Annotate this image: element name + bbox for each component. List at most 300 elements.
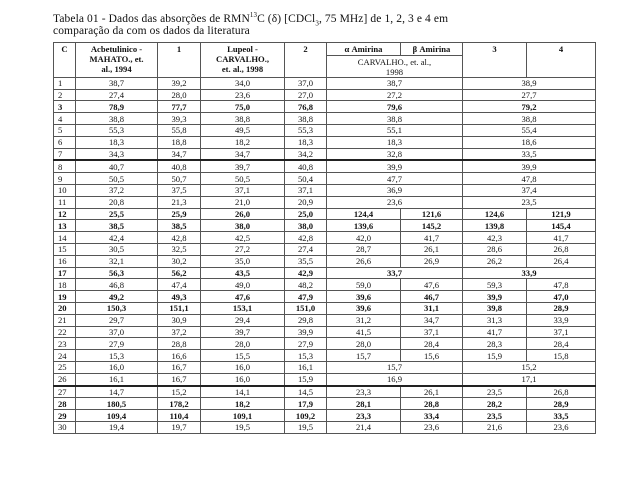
compound-2-cell: 37,1 [285, 184, 327, 196]
compound-3-4-merged-cell: 38,9 [463, 77, 596, 89]
carbon-number-cell: 3 [54, 101, 76, 113]
lupeol-cell: 26,0 [201, 208, 285, 220]
amirina-merged-cell: 38,7 [327, 77, 463, 89]
amirina-merged-cell: 27,2 [327, 89, 463, 101]
compound-1-cell: 39,3 [158, 113, 201, 125]
alpha-amirina-cell: 39,6 [327, 302, 401, 314]
beta-amirina-cell: 34,7 [401, 314, 463, 326]
table-row [54, 386, 596, 398]
compound-3-4-merged-cell: 33,5 [463, 148, 596, 160]
carbon-number-cell: 28 [54, 398, 76, 410]
compound-1-cell: 16,7 [158, 361, 201, 373]
acbetulinico-cell: 109,4 [76, 410, 158, 422]
col-header-acbetulinico [76, 43, 158, 78]
compound-3-cell: 26,2 [463, 255, 527, 267]
carbon-number-cell: 21 [54, 314, 76, 326]
alpha-amirina-cell: 41,5 [327, 326, 401, 338]
lupeol-cell: 153,1 [201, 302, 285, 314]
compound-1-cell: 178,2 [158, 398, 201, 410]
compound-3-cell: 42,3 [463, 232, 527, 244]
col-header-beta-amirina: β Amirina [401, 43, 463, 56]
compound-3-4-merged-cell: 47,8 [463, 173, 596, 185]
compound-4-cell: 26,4 [527, 255, 596, 267]
lupeol-cell: 43,5 [201, 267, 285, 279]
table-row [54, 136, 596, 148]
caption-subscript: 3 [315, 19, 319, 28]
beta-amirina-cell: 26,1 [401, 243, 463, 255]
compound-4-cell: 37,1 [527, 326, 596, 338]
table-row [54, 184, 596, 196]
table-row [54, 350, 596, 362]
header-line: CARVALHO., [215, 54, 270, 64]
acbetulinico-cell: 20,8 [76, 196, 158, 208]
compound-3-cell: 59,3 [463, 279, 527, 291]
lupeol-cell: 18,2 [201, 136, 285, 148]
alpha-amirina-cell: 23,3 [327, 410, 401, 422]
amirina-merged-cell: 39,9 [327, 160, 463, 172]
alpha-amirina-cell: 139,6 [327, 220, 401, 232]
compound-2-cell: 18,3 [285, 136, 327, 148]
beta-amirina-cell: 46,7 [401, 291, 463, 303]
acbetulinico-cell: 55,3 [76, 124, 158, 136]
lupeol-cell: 14,1 [201, 386, 285, 398]
lupeol-cell: 28,0 [201, 338, 285, 350]
alpha-amirina-cell: 28,0 [327, 338, 401, 350]
carbon-number-cell: 15 [54, 243, 76, 255]
compound-3-cell: 23,5 [463, 410, 527, 422]
carbon-number-cell: 6 [54, 136, 76, 148]
acbetulinico-cell: 37,2 [76, 184, 158, 196]
table-body [54, 77, 596, 433]
acbetulinico-cell: 38,8 [76, 113, 158, 125]
compound-3-4-merged-cell: 55,4 [463, 124, 596, 136]
acbetulinico-cell: 16,0 [76, 361, 158, 373]
compound-2-cell: 35,5 [285, 255, 327, 267]
compound-1-cell: 49,3 [158, 291, 201, 303]
acbetulinico-cell: 40,7 [76, 160, 158, 172]
amirina-merged-cell: 36,9 [327, 184, 463, 196]
lupeol-cell: 16,0 [201, 361, 285, 373]
compound-3-4-merged-cell: 18,6 [463, 136, 596, 148]
header-line: MAHATO., et. [89, 54, 144, 64]
table-row [54, 373, 596, 385]
compound-2-cell: 15,3 [285, 350, 327, 362]
beta-amirina-cell: 26,9 [401, 255, 463, 267]
carbon-number-cell: 23 [54, 338, 76, 350]
beta-amirina-cell: 41,7 [401, 232, 463, 244]
compound-3-4-merged-cell: 17,1 [463, 373, 596, 385]
compound-3-cell: 15,9 [463, 350, 527, 362]
alpha-amirina-cell: 15,7 [327, 350, 401, 362]
compound-2-cell: 14,5 [285, 386, 327, 398]
header-line: al., 1994 [101, 64, 132, 74]
lupeol-cell: 18,2 [201, 398, 285, 410]
carbon-number-cell: 26 [54, 373, 76, 385]
lupeol-cell: 39,7 [201, 160, 285, 172]
table-row [54, 326, 596, 338]
acbetulinico-cell: 37,0 [76, 326, 158, 338]
lupeol-cell: 49,5 [201, 124, 285, 136]
compound-1-cell: 50,7 [158, 173, 201, 185]
header-line: CARVALHO., et. al., [357, 56, 432, 67]
table-row [54, 208, 596, 220]
acbetulinico-cell: 150,3 [76, 302, 158, 314]
compound-2-cell: 20,9 [285, 196, 327, 208]
compound-3-cell: 39,9 [463, 291, 527, 303]
beta-amirina-cell: 121,6 [401, 208, 463, 220]
header-row [54, 43, 596, 56]
lupeol-cell: 35,0 [201, 255, 285, 267]
col-header-2: 2 [285, 43, 327, 78]
carbon-number-cell: 10 [54, 184, 76, 196]
table-row [54, 302, 596, 314]
compound-1-cell: 39,2 [158, 77, 201, 89]
nmr-data-table [53, 42, 596, 434]
compound-1-cell: 32,5 [158, 243, 201, 255]
alpha-amirina-cell: 39,6 [327, 291, 401, 303]
carbon-number-cell: 11 [54, 196, 76, 208]
table-row [54, 279, 596, 291]
compound-1-cell: 28,0 [158, 89, 201, 101]
compound-4-cell: 47,8 [527, 279, 596, 291]
acbetulinico-cell: 27,4 [76, 89, 158, 101]
compound-4-cell: 47,0 [527, 291, 596, 303]
compound-1-cell: 28,8 [158, 338, 201, 350]
compound-3-cell: 23,5 [463, 386, 527, 398]
table-row [54, 338, 596, 350]
table-row [54, 124, 596, 136]
lupeol-cell: 50,5 [201, 173, 285, 185]
amirina-merged-cell: 18,3 [327, 136, 463, 148]
header-line: et. al., 1998 [221, 64, 264, 74]
compound-1-cell: 42,8 [158, 232, 201, 244]
alpha-amirina-cell: 124,4 [327, 208, 401, 220]
acbetulinico-cell: 27,9 [76, 338, 158, 350]
amirina-merged-cell: 38,8 [327, 113, 463, 125]
compound-1-cell: 21,3 [158, 196, 201, 208]
beta-amirina-cell: 145,2 [401, 220, 463, 232]
acbetulinico-cell: 18,3 [76, 136, 158, 148]
table-row [54, 148, 596, 160]
carbon-number-cell: 9 [54, 173, 76, 185]
compound-3-cell: 139,8 [463, 220, 527, 232]
compound-3-4-merged-cell: 15,2 [463, 361, 596, 373]
acbetulinico-cell: 50,5 [76, 173, 158, 185]
carbon-number-cell: 25 [54, 361, 76, 373]
amirina-merged-cell: 15,7 [327, 361, 463, 373]
caption-text: C (δ) [CDCl [257, 13, 316, 25]
compound-4-cell: 28,9 [527, 398, 596, 410]
alpha-amirina-cell: 42,0 [327, 232, 401, 244]
table-row [54, 398, 596, 410]
compound-2-cell: 34,2 [285, 148, 327, 160]
lupeol-cell: 39,7 [201, 326, 285, 338]
beta-amirina-cell: 33,4 [401, 410, 463, 422]
compound-4-cell: 121,9 [527, 208, 596, 220]
compound-1-cell: 34,7 [158, 148, 201, 160]
beta-amirina-cell: 47,6 [401, 279, 463, 291]
carbon-number-cell: 4 [54, 113, 76, 125]
compound-3-cell: 41,7 [463, 326, 527, 338]
table-row [54, 232, 596, 244]
amirina-merged-cell: 55,1 [327, 124, 463, 136]
beta-amirina-cell: 23,6 [401, 421, 463, 433]
acbetulinico-cell: 19,4 [76, 421, 158, 433]
compound-4-cell: 33,9 [527, 314, 596, 326]
table-row [54, 255, 596, 267]
alpha-amirina-cell: 31,2 [327, 314, 401, 326]
lupeol-cell: 47,6 [201, 291, 285, 303]
alpha-amirina-cell: 28,7 [327, 243, 401, 255]
lupeol-cell: 15,5 [201, 350, 285, 362]
compound-1-cell: 38,5 [158, 220, 201, 232]
acbetulinico-cell: 30,5 [76, 243, 158, 255]
acbetulinico-cell: 16,1 [76, 373, 158, 385]
compound-1-cell: 55,8 [158, 124, 201, 136]
col-header-4: 4 [527, 43, 596, 78]
table-row [54, 113, 596, 125]
beta-amirina-cell: 15,6 [401, 350, 463, 362]
lupeol-cell: 34,0 [201, 77, 285, 89]
compound-2-cell: 50,4 [285, 173, 327, 185]
table-row [54, 410, 596, 422]
compound-2-cell: 27,9 [285, 338, 327, 350]
table-row [54, 243, 596, 255]
compound-2-cell: 37,0 [285, 77, 327, 89]
carbon-number-cell: 12 [54, 208, 76, 220]
beta-amirina-cell: 37,1 [401, 326, 463, 338]
compound-4-cell: 15,8 [527, 350, 596, 362]
table-row [54, 160, 596, 172]
amirina-merged-cell: 16,9 [327, 373, 463, 385]
compound-3-4-merged-cell: 33,9 [463, 267, 596, 279]
table-row [54, 267, 596, 279]
lupeol-cell: 29,4 [201, 314, 285, 326]
compound-2-cell: 27,0 [285, 89, 327, 101]
compound-2-cell: 40,8 [285, 160, 327, 172]
compound-2-cell: 17,9 [285, 398, 327, 410]
beta-amirina-cell: 31,1 [401, 302, 463, 314]
lupeol-cell: 109,1 [201, 410, 285, 422]
amirina-merged-cell: 32,8 [327, 148, 463, 160]
compound-4-cell: 28,9 [527, 302, 596, 314]
compound-2-cell: 25,0 [285, 208, 327, 220]
acbetulinico-cell: 49,2 [76, 291, 158, 303]
compound-3-cell: 31,3 [463, 314, 527, 326]
compound-2-cell: 38,8 [285, 113, 327, 125]
carbon-number-cell: 24 [54, 350, 76, 362]
lupeol-cell: 38,8 [201, 113, 285, 125]
table-row [54, 77, 596, 89]
beta-amirina-cell: 28,8 [401, 398, 463, 410]
compound-3-4-merged-cell: 37,4 [463, 184, 596, 196]
col-header-amirina-reference [327, 55, 463, 77]
compound-3-4-merged-cell: 23,5 [463, 196, 596, 208]
compound-4-cell: 26,8 [527, 243, 596, 255]
acbetulinico-cell: 14,7 [76, 386, 158, 398]
compound-3-4-merged-cell: 79,2 [463, 101, 596, 113]
amirina-merged-cell: 47,7 [327, 173, 463, 185]
acbetulinico-cell: 15,3 [76, 350, 158, 362]
alpha-amirina-cell: 28,1 [327, 398, 401, 410]
alpha-amirina-cell: 59,0 [327, 279, 401, 291]
lupeol-cell: 49,0 [201, 279, 285, 291]
caption-text: Tabela 01 - Dados das absorções de RMN [53, 13, 250, 25]
carbon-number-cell: 20 [54, 302, 76, 314]
compound-2-cell: 39,9 [285, 326, 327, 338]
table-row [54, 173, 596, 185]
table-row [54, 89, 596, 101]
carbon-number-cell: 18 [54, 279, 76, 291]
compound-3-4-merged-cell: 27,7 [463, 89, 596, 101]
acbetulinico-cell: 38,5 [76, 220, 158, 232]
lupeol-cell: 75,0 [201, 101, 285, 113]
lupeol-cell: 23,6 [201, 89, 285, 101]
beta-amirina-cell: 26,1 [401, 386, 463, 398]
carbon-number-cell: 13 [54, 220, 76, 232]
compound-1-cell: 40,8 [158, 160, 201, 172]
compound-3-cell: 39,8 [463, 302, 527, 314]
carbon-number-cell: 8 [54, 160, 76, 172]
carbon-number-cell: 17 [54, 267, 76, 279]
compound-1-cell: 30,9 [158, 314, 201, 326]
carbon-number-cell: 27 [54, 386, 76, 398]
compound-1-cell: 37,5 [158, 184, 201, 196]
carbon-number-cell: 2 [54, 89, 76, 101]
compound-3-cell: 28,3 [463, 338, 527, 350]
compound-1-cell: 56,2 [158, 267, 201, 279]
lupeol-cell: 27,2 [201, 243, 285, 255]
beta-amirina-cell: 28,4 [401, 338, 463, 350]
caption-text: , 75 MHz] de 1, 2, 3 e 4 em [318, 13, 449, 25]
acbetulinico-cell: 34,3 [76, 148, 158, 160]
compound-1-cell: 16,6 [158, 350, 201, 362]
table-row [54, 361, 596, 373]
table-row [54, 101, 596, 113]
alpha-amirina-cell: 23,3 [327, 386, 401, 398]
compound-1-cell: 110,4 [158, 410, 201, 422]
compound-2-cell: 151,0 [285, 302, 327, 314]
compound-4-cell: 145,4 [527, 220, 596, 232]
compound-1-cell: 19,7 [158, 421, 201, 433]
acbetulinico-cell: 32,1 [76, 255, 158, 267]
compound-1-cell: 16,7 [158, 373, 201, 385]
amirina-merged-cell: 23,6 [327, 196, 463, 208]
compound-2-cell: 42,8 [285, 232, 327, 244]
carbon-number-cell: 1 [54, 77, 76, 89]
carbon-number-cell: 19 [54, 291, 76, 303]
lupeol-cell: 19,5 [201, 421, 285, 433]
table-row [54, 291, 596, 303]
caption-line-1 [53, 11, 613, 28]
compound-2-cell: 38,0 [285, 220, 327, 232]
table-row [54, 421, 596, 433]
compound-3-cell: 28,2 [463, 398, 527, 410]
compound-4-cell: 33,5 [527, 410, 596, 422]
header-line: Acbetulinico - [90, 44, 143, 54]
table-row [54, 314, 596, 326]
acbetulinico-cell: 46,8 [76, 279, 158, 291]
compound-3-cell: 28,6 [463, 243, 527, 255]
carbon-number-cell: 29 [54, 410, 76, 422]
col-header-1: 1 [158, 43, 201, 78]
compound-4-cell: 41,7 [527, 232, 596, 244]
acbetulinico-cell: 78,9 [76, 101, 158, 113]
compound-2-cell: 76,8 [285, 101, 327, 113]
acbetulinico-cell: 42,4 [76, 232, 158, 244]
compound-1-cell: 25,9 [158, 208, 201, 220]
compound-4-cell: 28,4 [527, 338, 596, 350]
compound-1-cell: 30,2 [158, 255, 201, 267]
acbetulinico-cell: 180,5 [76, 398, 158, 410]
alpha-amirina-cell: 26,6 [327, 255, 401, 267]
compound-4-cell: 26,8 [527, 386, 596, 398]
amirina-merged-cell: 79,6 [327, 101, 463, 113]
col-header-alpha-amirina: α Amirina [327, 43, 401, 56]
compound-3-cell: 124,6 [463, 208, 527, 220]
caption-line-2: comparação da com os dados da literatura [53, 25, 250, 37]
carbon-number-cell: 14 [54, 232, 76, 244]
compound-3-cell: 21,6 [463, 421, 527, 433]
compound-1-cell: 15,2 [158, 386, 201, 398]
acbetulinico-cell: 25,5 [76, 208, 158, 220]
compound-2-cell: 109,2 [285, 410, 327, 422]
acbetulinico-cell: 56,3 [76, 267, 158, 279]
alpha-amirina-cell: 21,4 [327, 421, 401, 433]
compound-2-cell: 15,9 [285, 373, 327, 385]
compound-2-cell: 47,9 [285, 291, 327, 303]
compound-2-cell: 19,5 [285, 421, 327, 433]
compound-2-cell: 42,9 [285, 267, 327, 279]
carbon-number-cell: 16 [54, 255, 76, 267]
compound-2-cell: 16,1 [285, 361, 327, 373]
table-caption [53, 13, 613, 37]
lupeol-cell: 42,5 [201, 232, 285, 244]
compound-4-cell: 23,6 [527, 421, 596, 433]
compound-1-cell: 77,7 [158, 101, 201, 113]
col-header-3: 3 [463, 43, 527, 78]
lupeol-cell: 16,0 [201, 373, 285, 385]
acbetulinico-cell: 38,7 [76, 77, 158, 89]
carbon-number-cell: 22 [54, 326, 76, 338]
compound-3-4-merged-cell: 39,9 [463, 160, 596, 172]
caption-superscript: 13 [249, 11, 258, 20]
table-row [54, 220, 596, 232]
amirina-merged-cell: 33,7 [327, 267, 463, 279]
compound-2-cell: 48,2 [285, 279, 327, 291]
col-header-c: C [54, 43, 76, 78]
compound-1-cell: 37,2 [158, 326, 201, 338]
compound-1-cell: 151,1 [158, 302, 201, 314]
compound-3-4-merged-cell: 38,8 [463, 113, 596, 125]
carbon-number-cell: 30 [54, 421, 76, 433]
carbon-number-cell: 7 [54, 148, 76, 160]
table-row [54, 196, 596, 208]
compound-2-cell: 29,8 [285, 314, 327, 326]
header-line: 1998 [385, 66, 404, 77]
acbetulinico-cell: 29,7 [76, 314, 158, 326]
compound-2-cell: 27,4 [285, 243, 327, 255]
compound-1-cell: 47,4 [158, 279, 201, 291]
lupeol-cell: 38,0 [201, 220, 285, 232]
col-header-lupeol [201, 43, 285, 78]
compound-2-cell: 55,3 [285, 124, 327, 136]
header-line: Lupeol - [227, 44, 258, 54]
compound-1-cell: 18,8 [158, 136, 201, 148]
lupeol-cell: 37,1 [201, 184, 285, 196]
lupeol-cell: 34,7 [201, 148, 285, 160]
carbon-number-cell: 5 [54, 124, 76, 136]
